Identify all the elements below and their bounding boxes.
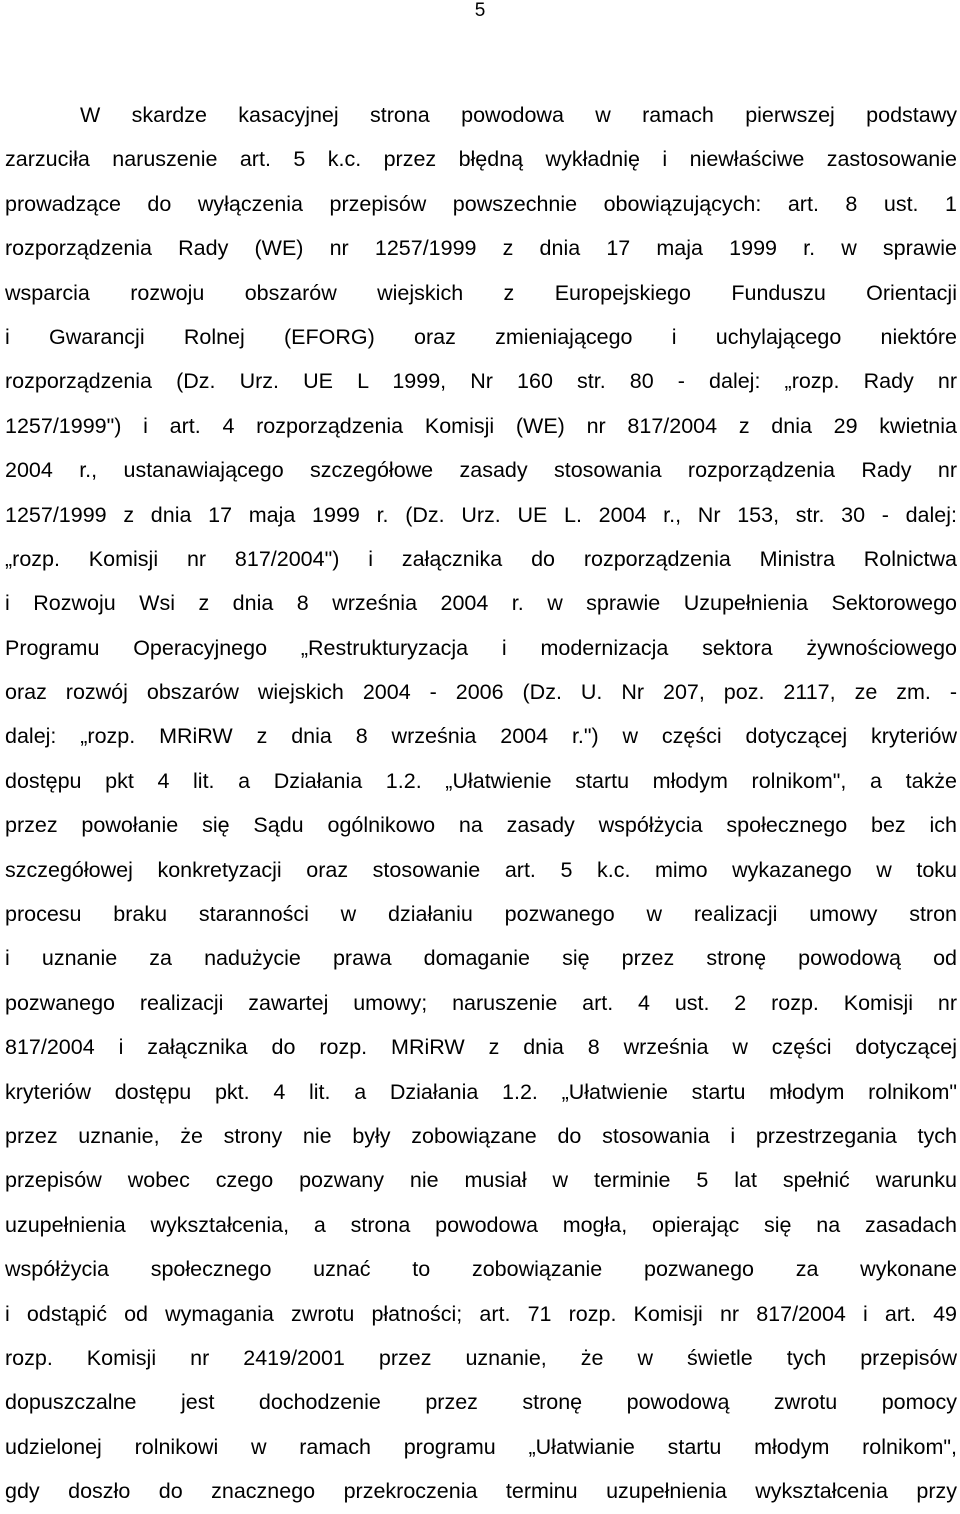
text-line: zarzuciła naruszenie art. 5 k.c. przez błędną wykładnię i niewłaściwe zastosowanie <box>5 147 957 172</box>
text-line: i uznanie za nadużycie prawa domaganie się przez stronę powodową od <box>5 946 957 971</box>
text-line: dopuszczalne jest dochodzenie przez stronę powodową zwrotu pomocy <box>5 1390 957 1415</box>
text-line: i odstąpić od wymagania zwrotu płatności; art. 71 rozp. Komisji nr 817/2004 i art. 49 <box>5 1301 957 1326</box>
text-line: dostępu pkt 4 lit. a Działania 1.2. „Ułatwienie startu młodym rolnikom", a także <box>5 768 957 793</box>
text-line: oraz rozwój obszarów wiejskich 2004 - 2006 (Dz. U. Nr 207, poz. 2117, ze zm. - <box>5 680 957 705</box>
text-line: prowadzące do wyłączenia przepisów powszechnie obowiązujących: art. 8 ust. 1 <box>5 191 957 216</box>
text-line: i Gwarancji Rolnej (EFORG) oraz zmieniającego i uchylającego niektóre <box>5 324 957 349</box>
text-line: 817/2004 i załącznika do rozp. MRiRW z dnia 8 września w części dotyczącej <box>5 1035 957 1060</box>
text-line: rozp. Komisji nr 2419/2001 przez uznanie, że w świetle tych przepisów <box>5 1345 957 1370</box>
text-line: uzupełnienia wykształcenia, a strona powodowa mogła, opierając się na zasadach <box>5 1212 957 1237</box>
text-line: 1257/1999 z dnia 17 maja 1999 r. (Dz. Urz. UE L. 2004 r., Nr 153, str. 30 - dalej: <box>5 502 957 527</box>
text-line: „rozp. Komisji nr 817/2004") i załącznika do rozporządzenia Ministra Rolnictwa <box>5 546 957 571</box>
text-line: 2004 r., ustanawiającego szczegółowe zasady stosowania rozporządzenia Rady nr <box>5 458 957 483</box>
text-line: dalej: „rozp. MRiRW z dnia 8 września 2004 r.") w części dotyczącej kryteriów <box>5 724 957 749</box>
text-line: współżycia społecznego uznać to zobowiązanie pozwanego za wykonane <box>5 1257 957 1282</box>
text-line: przez uznanie, że strony nie były zobowiązane do stosowania i przestrzegania tych <box>5 1123 957 1148</box>
page-number: 5 <box>474 0 486 21</box>
text-line: gdy doszło do znacznego przekroczenia terminu uzupełnienia wykształcenia przy <box>5 1479 957 1504</box>
text-line: przepisów wobec czego pozwany nie musiał w terminie 5 lat spełnić warunku <box>5 1168 957 1193</box>
text-line: procesu braku staranności w działaniu pozwanego w realizacji umowy stron <box>5 902 957 927</box>
text-line: Programu Operacyjnego „Restrukturyzacja i modernizacja sektora żywnościowego <box>5 635 957 660</box>
text-line: pozwanego realizacji zawartej umowy; naruszenie art. 4 ust. 2 rozp. Komisji nr <box>5 990 957 1015</box>
text-line: rozporządzenia Rady (WE) nr 1257/1999 z dnia 17 maja 1999 r. w sprawie <box>5 236 957 261</box>
text-line: przez powołanie się Sądu ogólnikowo na zasady współżycia społecznego bez ich <box>5 813 957 838</box>
text-line: W skardze kasacyjnej strona powodowa w ramach pierwszej podstawy <box>80 103 957 127</box>
text-line: wsparcia rozwoju obszarów wiejskich z Europejskiego Funduszu Orientacji <box>5 280 957 305</box>
text-line: szczegółowej konkretyzacji oraz stosowanie art. 5 k.c. mimo wykazanego w toku <box>5 857 957 882</box>
text-line: rozporządzenia (Dz. Urz. UE L 1999, Nr 160 str. 80 - dalej: „rozp. Rady nr <box>5 369 957 394</box>
text-line: udzielonej rolnikowi w ramach programu „Ułatwianie startu młodym rolnikom", <box>5 1434 957 1459</box>
text-line: i Rozwoju Wsi z dnia 8 września 2004 r. w sprawie Uzupełnienia Sektorowego <box>5 591 957 616</box>
text-line: kryteriów dostępu pkt. 4 lit. a Działania 1.2. „Ułatwienie startu młodym rolnikom" <box>5 1079 957 1104</box>
text-line: 1257/1999") i art. 4 rozporządzenia Komisji (WE) nr 817/2004 z dnia 29 kwietnia <box>5 413 957 438</box>
body-paragraph <box>5 93 957 1514</box>
